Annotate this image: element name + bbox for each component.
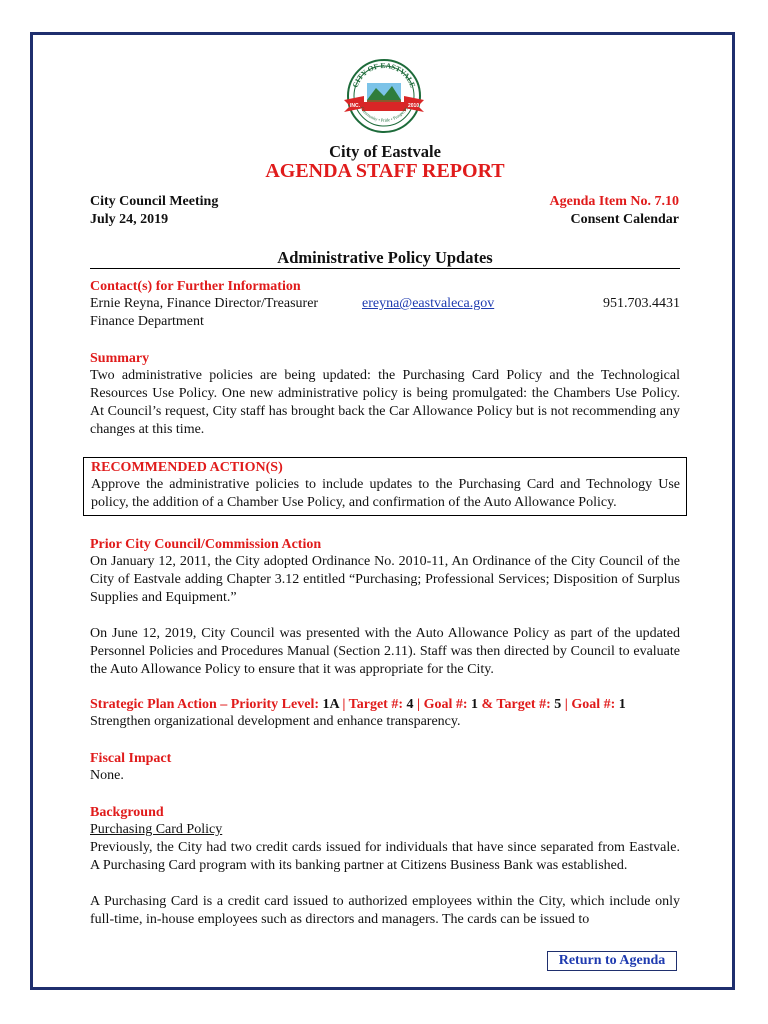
strategic-plan-section <box>90 697 680 731</box>
recommended-action-heading: RECOMMENDED ACTION(S) <box>91 460 283 475</box>
svg-text:CITY OF EASTVALE: CITY OF EASTVALE <box>350 60 418 89</box>
agenda-item-number: Agenda Item No. 7.10 <box>549 194 679 209</box>
target-number-2: 5 <box>554 697 562 712</box>
agenda-info <box>550 193 680 229</box>
fiscal-impact-section <box>90 751 680 785</box>
background-section <box>90 805 680 929</box>
contact-section <box>90 279 680 331</box>
background-heading: Background <box>90 805 164 820</box>
contact-phone: 951.703.4431 <box>603 296 680 311</box>
summary-section <box>90 351 680 439</box>
svg-text:INC.: INC. <box>350 103 360 109</box>
city-name: City of Eastvale <box>329 142 441 161</box>
background-paragraph-1: Previously, the City had two credit cards issued for individuals that have since separated from Eastvale. A Purchasing Card program with its banking partner at Citizens Business Bank was established. <box>90 840 680 873</box>
contact-department: Finance Department <box>90 314 204 329</box>
strategic-plan-text: Strengthen organizational development and enhance transparency. <box>90 714 461 729</box>
summary-text: Two administrative policies are being updated: the Purchasing Card Policy and the Technological Resources Use Policy. One new administrative policy is being promulgated: the Chambers Use Policy. At Council’s request, City staff has brought back the Car Allowance Policy but is not recommending any changes at this time. <box>90 368 680 437</box>
meeting-date: July 24, 2019 <box>90 212 169 227</box>
prior-action-section <box>90 537 680 679</box>
subject-divider <box>90 268 680 269</box>
contact-name: Ernie Reyna, Finance Director/Treasurer <box>90 296 319 311</box>
contact-heading: Contact(s) for Further Information <box>90 279 301 294</box>
city-seal-logo <box>334 50 434 140</box>
target-number-1: 4 <box>406 697 414 712</box>
return-to-agenda-button[interactable]: Return to Agenda <box>547 951 677 971</box>
report-title: AGENDA STAFF REPORT <box>265 160 505 182</box>
summary-heading: Summary <box>90 351 150 366</box>
strategic-plan-heading: Strategic Plan Action – Priority Level: 1A | Target #: 4 | Goal #: 1 & Target #: 5 | Goal #: 1 <box>90 697 626 712</box>
background-paragraph-2: A Purchasing Card is a credit card issued to authorized employees within the City, which include only full-time, in-house employees such as directors and managers. The cards can be issued to <box>90 894 680 927</box>
svg-text:Community • Pride • Prosperity: Community • Pride • Prosperity <box>359 105 409 123</box>
goal-number-1: 1 <box>471 697 479 712</box>
goal-number-2: 1 <box>618 697 626 712</box>
prior-action-paragraph-2: On June 12, 2019, City Council was presented with the Auto Allowance Policy as part of the updated Personnel Policies and Procedures Manual (Section 2.11). Staff was then directed by Council to evaluate the Auto Allowance Policy to ensure that it was appropriate for the City. <box>90 626 680 677</box>
prior-action-paragraph-1: On January 12, 2011, the City adopted Ordinance No. 2010-11, An Ordinance of the City Council of the City of Eastvale adding Chapter 3.12 entitled “Purchasing; Professional Services; Disposition of Surplus Supplies and Equipment.” <box>90 554 680 605</box>
contact-row <box>90 295 680 313</box>
fiscal-impact-text: None. <box>90 768 124 783</box>
svg-text:2010: 2010 <box>408 103 420 109</box>
meeting-type: City Council Meeting <box>90 194 219 209</box>
recommended-action-box <box>83 457 687 516</box>
calendar-type: Consent Calendar <box>570 212 679 227</box>
priority-level: 1A <box>322 697 339 712</box>
recommended-action-text: Approve the administrative policies to include updates to the Purchasing Card and Technology Use policy, the addition of a Chamber Use Policy, and confirmation of the Auto Allowance Policy. <box>91 477 680 510</box>
contact-email-link[interactable]: ereyna@eastvaleca.gov <box>362 296 495 311</box>
report-subject: Administrative Policy Updates <box>277 248 493 267</box>
fiscal-impact-heading: Fiscal Impact <box>90 751 172 766</box>
purchasing-card-subheading: Purchasing Card Policy <box>90 822 223 837</box>
prior-action-heading: Prior City Council/Commission Action <box>90 537 322 552</box>
